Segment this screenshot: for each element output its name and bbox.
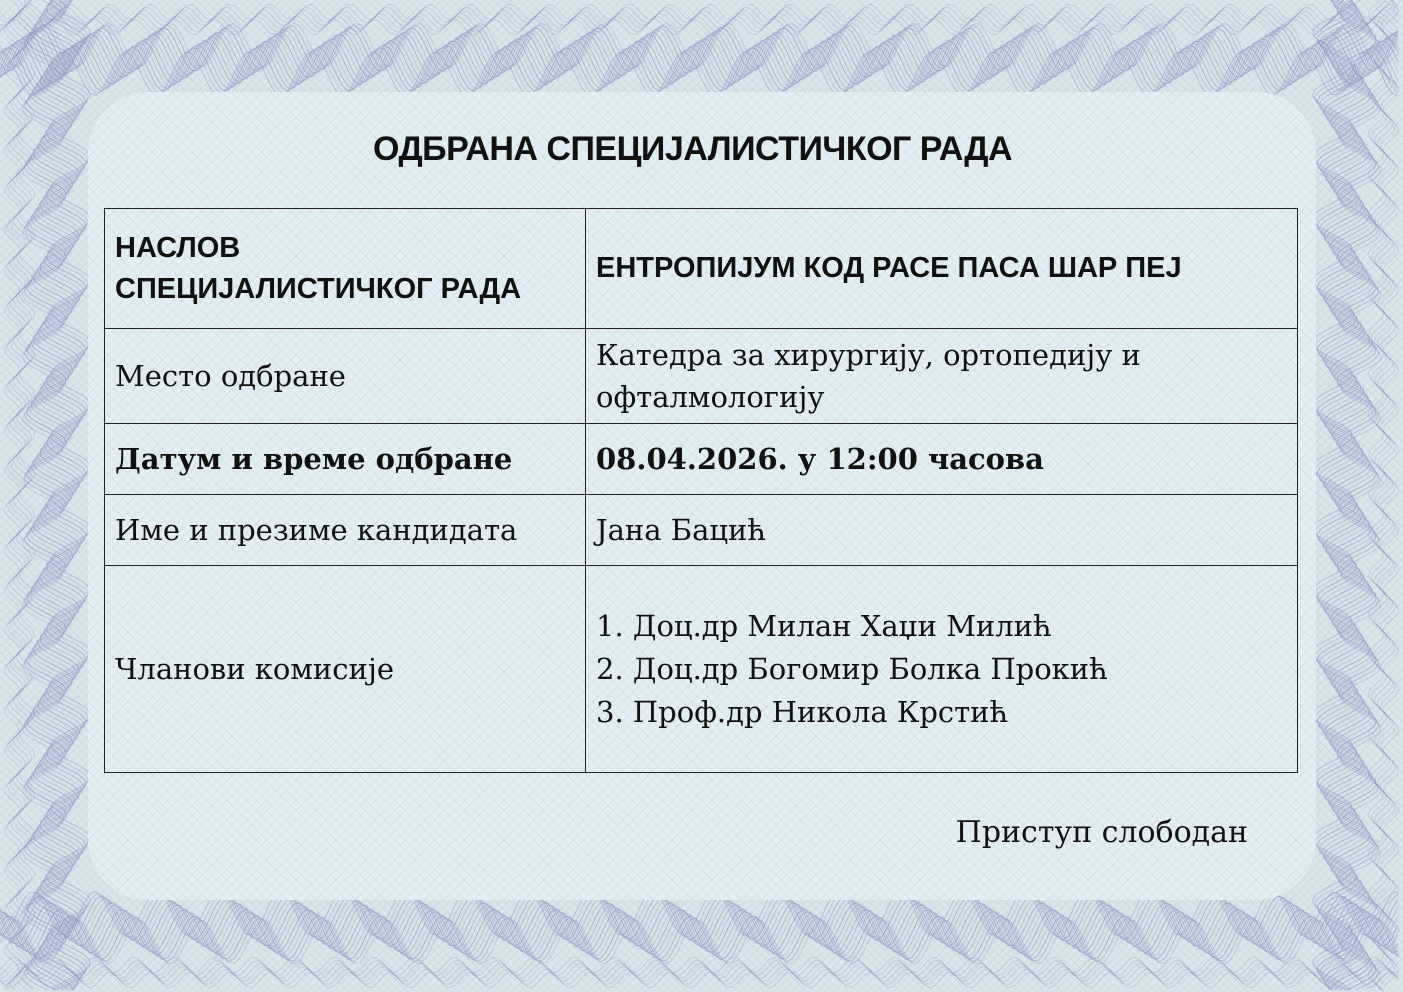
committee-label: Чланови комисије [115,652,394,686]
datetime-value-cell [586,424,1298,495]
access-note: Приступ слободан [955,815,1248,850]
committee-member: 3. Проф.др Никола Крстић [596,694,1009,729]
table-row [105,424,1298,495]
candidate-value: Јана Бацић [596,513,767,547]
table-row [105,209,1298,329]
datetime-label: Датум и време одбране [115,442,513,476]
candidate-label-cell [105,495,586,566]
defense-info-table [104,208,1298,773]
table-row [105,566,1298,773]
thesis-title-label-cell [105,209,586,329]
committee-member: 2. Доц.др Богомир Болка Прокић [596,651,1108,686]
place-value-cell [586,329,1298,424]
place-label: Место одбране [115,359,346,393]
datetime-label-cell [105,424,586,495]
thesis-title-label: НАСЛОВ СПЕЦИЈАЛИСТИЧКОГ РАДА [115,231,522,305]
place-label-cell [105,329,586,424]
thesis-title-value-cell [586,209,1298,329]
candidate-value-cell [586,495,1298,566]
guilloche-line [0,19,1398,35]
table-row [105,495,1298,566]
datetime-value: 08.04.2026. у 12:00 часова [596,442,1044,476]
committee-members-list [596,605,1287,734]
table-row [105,329,1298,424]
committee-label-cell [105,566,586,773]
committee-member: 1. Доц.др Милан Хаџи Милић [596,608,1052,643]
committee-value-cell [586,566,1298,773]
page-title: ОДБРАНА СПЕЦИЈАЛИСТИЧКОГ РАДА [372,130,1013,168]
candidate-label: Име и презиме кандидата [115,513,518,547]
thesis-title-value: ЕНТРОПИЈУМ КОД РАСЕ ПАСА ШАР ПЕЈ [596,252,1182,284]
place-value: Катедра за хирургију, ортопедију и офталмологију [596,338,1141,414]
